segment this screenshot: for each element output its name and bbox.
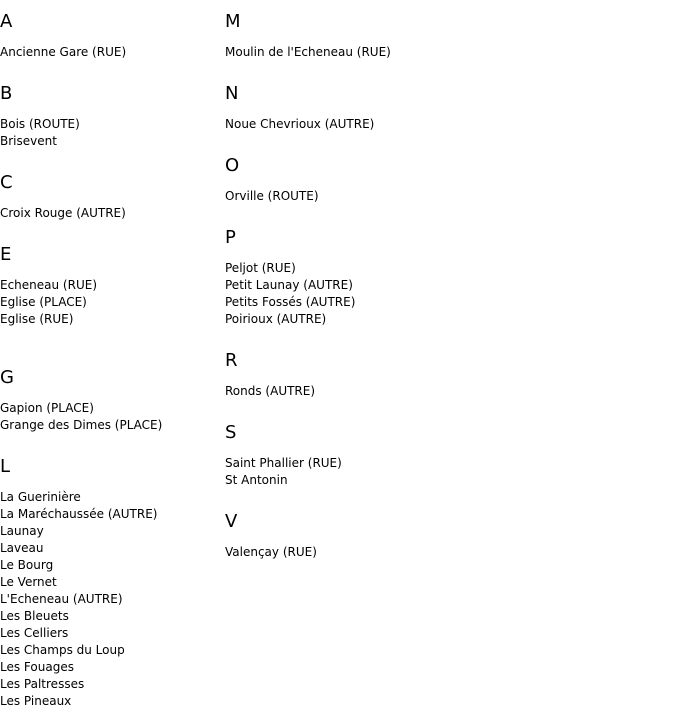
letter-heading: O [225,155,240,176]
street-link[interactable]: Les Pineaux [0,694,72,708]
street-link[interactable]: Ronds (AUTRE) [225,384,316,398]
street-link[interactable]: Echeneau (RUE) [0,278,97,292]
letter-group [0,82,220,150]
letter-heading: A [0,11,13,32]
street-link[interactable]: Grange des Dimes (PLACE) [0,418,163,432]
street-link[interactable]: Petit Launay (AUTRE) [225,278,353,292]
letter-group [0,455,220,710]
letter-heading: C [0,172,13,193]
letter-group [225,226,665,328]
street-link[interactable]: Le Vernet [0,575,57,589]
letter-group [0,366,220,434]
letter-group [225,510,665,561]
street-link[interactable]: Eglise (RUE) [0,312,74,326]
street-link[interactable]: Valençay (RUE) [225,545,317,559]
right-column [225,10,665,561]
street-link[interactable]: Eglise (PLACE) [0,295,87,309]
street-link[interactable]: Les Paltresses [0,677,85,691]
letter-group [225,82,665,133]
street-link[interactable]: La Guerinière [0,490,81,504]
street-link[interactable]: Petits Fossés (AUTRE) [225,295,356,309]
street-link[interactable]: Bois (ROUTE) [0,117,80,131]
street-link[interactable]: Poirioux (AUTRE) [225,312,327,326]
street-link[interactable]: Brisevent [0,134,57,148]
street-link[interactable]: Les Bleuets [0,609,69,623]
letter-group [225,421,665,489]
street-link[interactable]: Laveau [0,541,44,555]
street-link[interactable]: Moulin de l'Echeneau (RUE) [225,45,391,59]
street-link[interactable]: La Maréchaussée (AUTRE) [0,507,158,521]
street-link[interactable]: Launay [0,524,44,538]
street-link[interactable]: Les Celliers [0,626,69,640]
street-link[interactable]: Gapion (PLACE) [0,401,94,415]
street-link[interactable]: L'Echeneau (AUTRE) [0,592,123,606]
street-link[interactable]: Saint Phallier (RUE) [225,456,342,470]
letter-heading: B [0,83,13,104]
letter-heading: R [225,350,238,371]
letter-group [0,243,220,328]
street-link[interactable]: Croix Rouge (AUTRE) [0,206,126,220]
letter-heading: V [225,511,238,532]
letter-group [0,171,220,222]
street-link[interactable]: Les Champs du Loup [0,643,125,657]
letter-heading: E [0,244,12,265]
letter-heading: P [225,227,236,248]
letter-heading: L [0,456,11,477]
letter-group [225,10,665,61]
letter-heading: N [225,83,239,104]
letter-heading: M [225,11,241,32]
street-link[interactable]: Le Bourg [0,558,54,572]
street-link[interactable]: Ancienne Gare (RUE) [0,45,127,59]
letter-group [225,349,665,400]
letter-group [225,154,665,205]
letter-heading: G [0,367,14,388]
street-link[interactable]: Orville (ROUTE) [225,189,319,203]
street-link[interactable]: Noue Chevrioux (AUTRE) [225,117,375,131]
left-column [0,10,220,710]
letter-group [0,10,220,61]
street-link[interactable]: St Antonin [225,473,288,487]
letter-heading: S [225,422,237,443]
street-link[interactable]: Peljot (RUE) [225,261,296,275]
street-link[interactable]: Les Fouages [0,660,74,674]
